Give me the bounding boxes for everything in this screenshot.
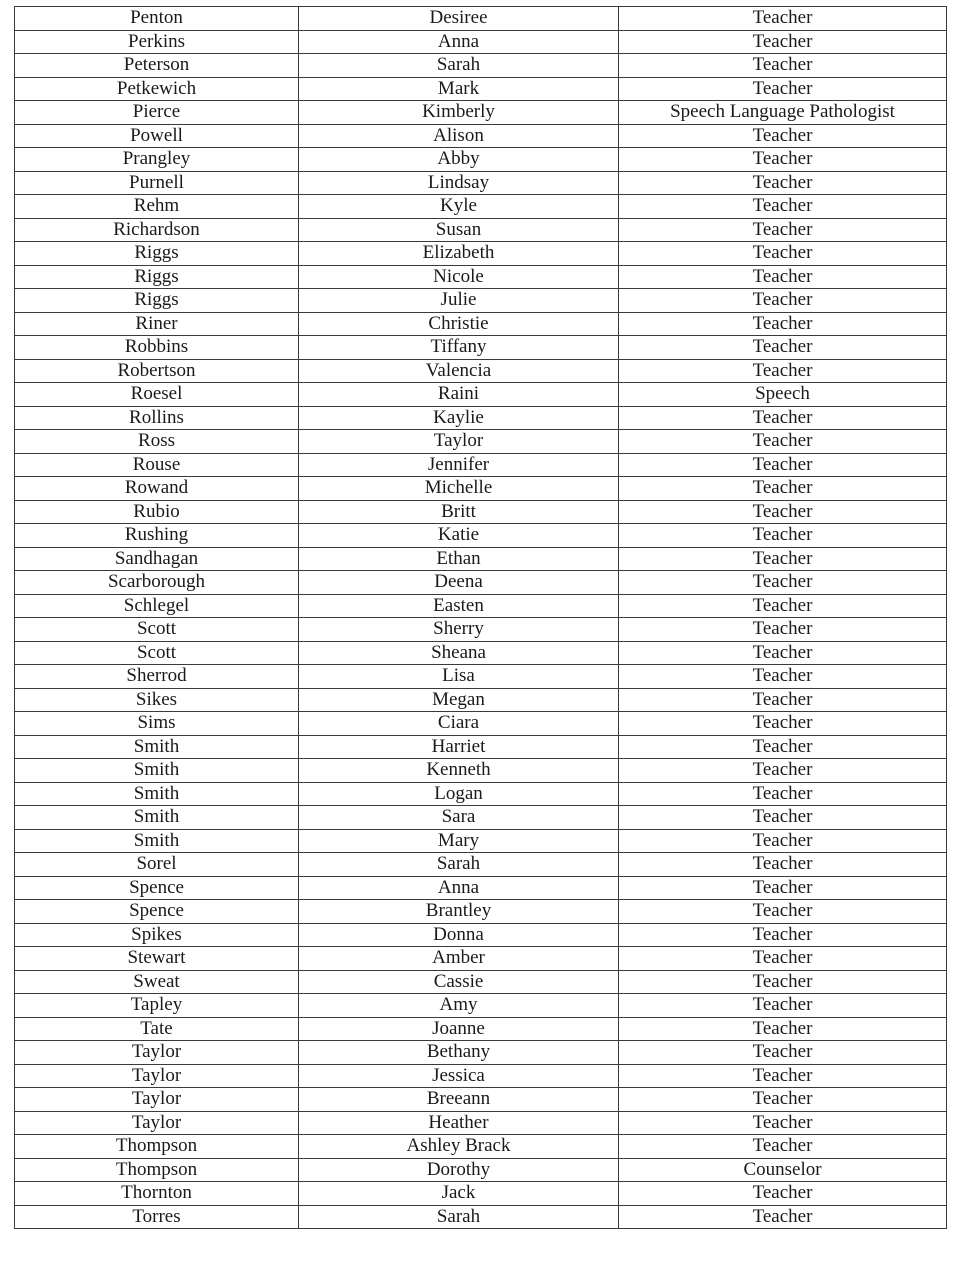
last-name-cell: Powell [15,124,299,148]
position-cell: Teacher [619,547,947,571]
first-name-cell: Joanne [299,1017,619,1041]
table-row [15,453,947,477]
last-name-cell: Smith [15,735,299,759]
first-name-cell: Jessica [299,1064,619,1088]
last-name-cell: Sweat [15,970,299,994]
position-cell: Teacher [619,994,947,1018]
last-name-cell: Spence [15,900,299,924]
last-name-cell: Thornton [15,1182,299,1206]
last-name-cell: Taylor [15,1111,299,1135]
table-row [15,853,947,877]
last-name-cell: Smith [15,806,299,830]
last-name-cell: Rubio [15,500,299,524]
last-name-cell: Tate [15,1017,299,1041]
first-name-cell: Julie [299,289,619,313]
table-row [15,1111,947,1135]
table-row [15,477,947,501]
first-name-cell: Cassie [299,970,619,994]
staff-table [14,6,947,1229]
first-name-cell: Lisa [299,665,619,689]
last-name-cell: Sandhagan [15,547,299,571]
position-cell: Teacher [619,265,947,289]
table-row [15,383,947,407]
last-name-cell: Petkewich [15,77,299,101]
last-name-cell: Taylor [15,1064,299,1088]
position-cell: Teacher [619,1041,947,1065]
position-cell: Teacher [619,665,947,689]
position-cell: Teacher [619,242,947,266]
last-name-cell: Torres [15,1205,299,1229]
last-name-cell: Stewart [15,947,299,971]
table-row [15,665,947,689]
staff-table-body [15,7,947,1229]
position-cell: Teacher [619,336,947,360]
first-name-cell: Tiffany [299,336,619,360]
last-name-cell: Scott [15,641,299,665]
table-row [15,218,947,242]
first-name-cell: Kimberly [299,101,619,125]
first-name-cell: Easten [299,594,619,618]
position-cell: Teacher [619,406,947,430]
first-name-cell: Nicole [299,265,619,289]
position-cell: Teacher [619,618,947,642]
table-row [15,242,947,266]
position-cell: Teacher [619,900,947,924]
position-cell: Teacher [619,688,947,712]
first-name-cell: Kenneth [299,759,619,783]
first-name-cell: Abby [299,148,619,172]
last-name-cell: Purnell [15,171,299,195]
first-name-cell: Michelle [299,477,619,501]
position-cell: Teacher [619,1111,947,1135]
position-cell: Teacher [619,289,947,313]
first-name-cell: Britt [299,500,619,524]
position-cell: Teacher [619,1088,947,1112]
table-row [15,947,947,971]
position-cell: Teacher [619,312,947,336]
first-name-cell: Alison [299,124,619,148]
last-name-cell: Penton [15,7,299,31]
last-name-cell: Sikes [15,688,299,712]
table-row [15,759,947,783]
first-name-cell: Anna [299,876,619,900]
position-cell: Teacher [619,759,947,783]
first-name-cell: Desiree [299,7,619,31]
table-row [15,1041,947,1065]
first-name-cell: Taylor [299,430,619,454]
last-name-cell: Taylor [15,1041,299,1065]
last-name-cell: Robertson [15,359,299,383]
last-name-cell: Rouse [15,453,299,477]
first-name-cell: Katie [299,524,619,548]
first-name-cell: Sarah [299,1205,619,1229]
table-row [15,312,947,336]
table-row [15,265,947,289]
first-name-cell: Sarah [299,54,619,78]
table-row [15,1158,947,1182]
table-row [15,1205,947,1229]
position-cell: Teacher [619,641,947,665]
position-cell: Teacher [619,477,947,501]
last-name-cell: Riggs [15,289,299,313]
last-name-cell: Scarborough [15,571,299,595]
first-name-cell: Kaylie [299,406,619,430]
table-row [15,571,947,595]
position-cell: Teacher [619,970,947,994]
position-cell: Teacher [619,54,947,78]
position-cell: Teacher [619,359,947,383]
position-cell: Teacher [619,876,947,900]
last-name-cell: Riner [15,312,299,336]
first-name-cell: Kyle [299,195,619,219]
table-row [15,688,947,712]
position-cell: Teacher [619,947,947,971]
last-name-cell: Smith [15,782,299,806]
position-cell: Teacher [619,218,947,242]
last-name-cell: Riggs [15,242,299,266]
table-row [15,547,947,571]
table-row [15,1064,947,1088]
first-name-cell: Mary [299,829,619,853]
table-row [15,500,947,524]
first-name-cell: Lindsay [299,171,619,195]
table-row [15,994,947,1018]
position-cell: Teacher [619,524,947,548]
last-name-cell: Tapley [15,994,299,1018]
first-name-cell: Breeann [299,1088,619,1112]
first-name-cell: Amber [299,947,619,971]
last-name-cell: Scott [15,618,299,642]
position-cell: Speech Language Pathologist [619,101,947,125]
position-cell: Teacher [619,923,947,947]
last-name-cell: Spikes [15,923,299,947]
position-cell: Teacher [619,735,947,759]
table-row [15,54,947,78]
first-name-cell: Christie [299,312,619,336]
position-cell: Teacher [619,500,947,524]
last-name-cell: Perkins [15,30,299,54]
position-cell: Teacher [619,1135,947,1159]
table-row [15,359,947,383]
last-name-cell: Prangley [15,148,299,172]
table-row [15,735,947,759]
table-row [15,618,947,642]
last-name-cell: Schlegel [15,594,299,618]
first-name-cell: Ethan [299,547,619,571]
last-name-cell: Ross [15,430,299,454]
table-row [15,594,947,618]
position-cell: Teacher [619,124,947,148]
position-cell: Teacher [619,712,947,736]
table-row [15,876,947,900]
table-row [15,289,947,313]
table-row [15,1088,947,1112]
table-row [15,336,947,360]
first-name-cell: Susan [299,218,619,242]
position-cell: Teacher [619,195,947,219]
table-row [15,77,947,101]
last-name-cell: Rushing [15,524,299,548]
last-name-cell: Sherrod [15,665,299,689]
first-name-cell: Raini [299,383,619,407]
first-name-cell: Sarah [299,853,619,877]
first-name-cell: Elizabeth [299,242,619,266]
first-name-cell: Brantley [299,900,619,924]
position-cell: Teacher [619,77,947,101]
table-row [15,829,947,853]
table-row [15,101,947,125]
position-cell: Teacher [619,148,947,172]
table-row [15,900,947,924]
last-name-cell: Thompson [15,1158,299,1182]
table-row [15,195,947,219]
last-name-cell: Thompson [15,1135,299,1159]
first-name-cell: Valencia [299,359,619,383]
last-name-cell: Richardson [15,218,299,242]
position-cell: Teacher [619,430,947,454]
first-name-cell: Jack [299,1182,619,1206]
first-name-cell: Sherry [299,618,619,642]
table-row [15,1017,947,1041]
first-name-cell: Deena [299,571,619,595]
table-row [15,30,947,54]
table-row [15,970,947,994]
position-cell: Teacher [619,7,947,31]
position-cell: Teacher [619,829,947,853]
last-name-cell: Rowand [15,477,299,501]
position-cell: Counselor [619,1158,947,1182]
table-row [15,524,947,548]
first-name-cell: Ashley Brack [299,1135,619,1159]
table-row [15,1135,947,1159]
last-name-cell: Smith [15,829,299,853]
table-row [15,712,947,736]
position-cell: Teacher [619,1182,947,1206]
first-name-cell: Mark [299,77,619,101]
position-cell: Teacher [619,782,947,806]
table-row [15,923,947,947]
position-cell: Teacher [619,1064,947,1088]
table-row [15,782,947,806]
first-name-cell: Sheana [299,641,619,665]
table-row [15,406,947,430]
first-name-cell: Jennifer [299,453,619,477]
last-name-cell: Taylor [15,1088,299,1112]
first-name-cell: Heather [299,1111,619,1135]
position-cell: Teacher [619,171,947,195]
first-name-cell: Amy [299,994,619,1018]
last-name-cell: Peterson [15,54,299,78]
last-name-cell: Rehm [15,195,299,219]
first-name-cell: Anna [299,30,619,54]
position-cell: Teacher [619,30,947,54]
last-name-cell: Pierce [15,101,299,125]
table-row [15,806,947,830]
position-cell: Teacher [619,853,947,877]
last-name-cell: Rollins [15,406,299,430]
first-name-cell: Sara [299,806,619,830]
position-cell: Teacher [619,594,947,618]
first-name-cell: Dorothy [299,1158,619,1182]
table-row [15,124,947,148]
table-row [15,171,947,195]
first-name-cell: Donna [299,923,619,947]
position-cell: Speech [619,383,947,407]
table-row [15,641,947,665]
first-name-cell: Harriet [299,735,619,759]
table-row [15,430,947,454]
last-name-cell: Smith [15,759,299,783]
position-cell: Teacher [619,571,947,595]
last-name-cell: Roesel [15,383,299,407]
position-cell: Teacher [619,806,947,830]
table-row [15,148,947,172]
last-name-cell: Robbins [15,336,299,360]
position-cell: Teacher [619,1205,947,1229]
table-row [15,7,947,31]
table-row [15,1182,947,1206]
first-name-cell: Megan [299,688,619,712]
last-name-cell: Riggs [15,265,299,289]
first-name-cell: Logan [299,782,619,806]
position-cell: Teacher [619,453,947,477]
last-name-cell: Sims [15,712,299,736]
first-name-cell: Bethany [299,1041,619,1065]
position-cell: Teacher [619,1017,947,1041]
last-name-cell: Spence [15,876,299,900]
last-name-cell: Sorel [15,853,299,877]
first-name-cell: Ciara [299,712,619,736]
